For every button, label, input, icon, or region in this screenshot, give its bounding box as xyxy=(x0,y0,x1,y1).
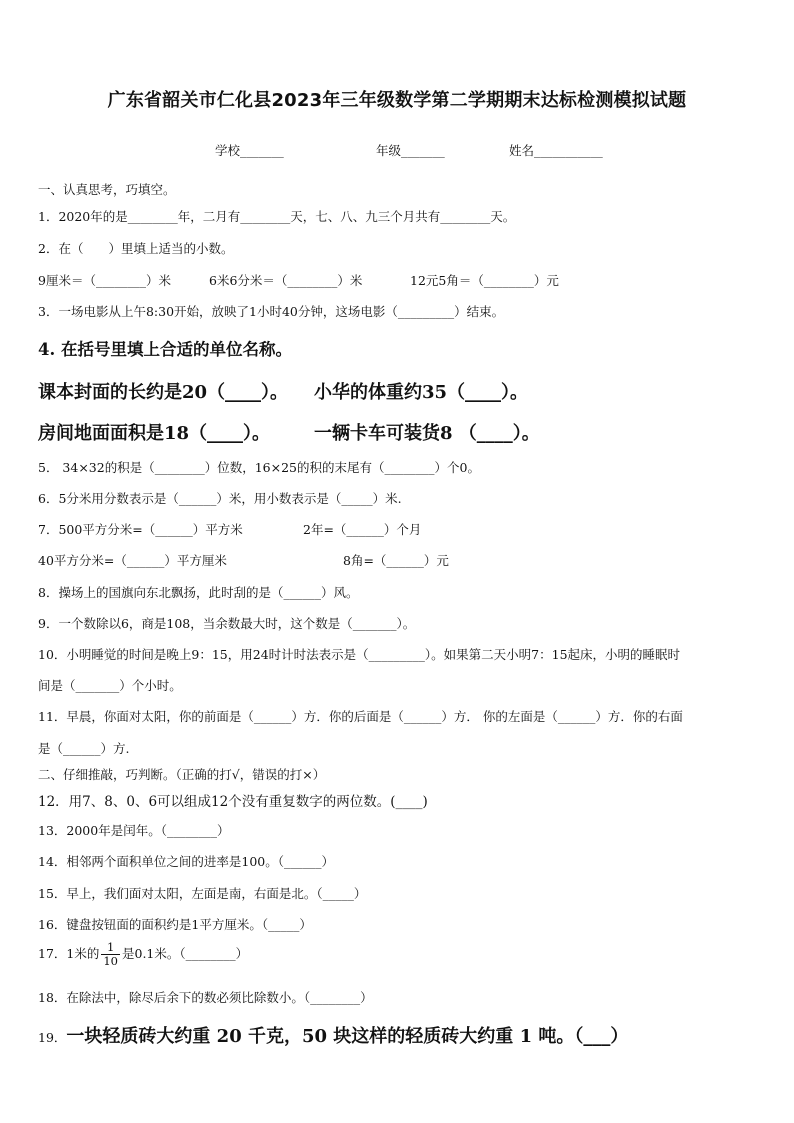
fraction-numerator: 1 xyxy=(101,941,120,955)
fraction-denominator: 10 xyxy=(103,954,118,968)
question-2: 2．在（ ）里填上适当的小数。 xyxy=(38,241,234,256)
question-8: 8．操场上的国旗向东北飘扬，此时刮的是（______）风。 xyxy=(38,585,359,600)
grade-field: 年级_______ xyxy=(376,143,445,158)
question-2b: 6米6分米＝（________）米 xyxy=(209,273,363,288)
name-field: 姓名___________ xyxy=(509,143,603,158)
question-11-line-2: 是（______）方. xyxy=(38,741,130,756)
question-7b: 2年=（______）个月 xyxy=(303,522,422,537)
question-9: 9．一个数除以6，商是108，当余数最大时，这个数是（_______）。 xyxy=(38,616,416,631)
question-12: 12．用7、8、0、6可以组成12个没有重复数字的两位数。(____) xyxy=(38,794,428,810)
question-17-suffix: 是0.1米。（________） xyxy=(122,946,249,961)
question-4c: 房间地面面积是18（____）。 xyxy=(38,423,271,444)
question-4d: 一辆卡车可装货8 （____）。 xyxy=(314,423,540,444)
question-2a: 9厘米＝（________）米 xyxy=(38,273,171,288)
question-19-text: 一块轻质砖大约重 20 千克，50 块这样的轻质砖大约重 1 吨。（___） xyxy=(66,1026,629,1047)
question-7c: 40平方分米=（______）平方厘米 xyxy=(38,553,227,568)
question-6: 6．5分米用分数表示是（______）米，用小数表示是（_____）米. xyxy=(38,491,402,506)
question-17-prefix: 17．1米的 xyxy=(38,946,100,961)
question-19-number: 19． xyxy=(38,1030,67,1045)
question-2c: 12元5角＝（________）元 xyxy=(410,273,559,288)
fraction-one-tenth xyxy=(101,941,120,968)
question-4: 4. 在括号里填上合适的单位名称。 xyxy=(38,340,292,359)
question-4a: 课本封面的长约是20（____）。 xyxy=(38,382,289,403)
section-1-heading: 一、认真思考，巧填空。 xyxy=(38,182,176,197)
question-13: 13．2000年是闰年。（________） xyxy=(38,823,230,838)
question-19 xyxy=(38,1022,628,1048)
question-5: 5． 34×32的积是（________）位数，16×25的积的末尾有（________）个0。 xyxy=(38,460,480,475)
question-16: 16．键盘按钮面的面积约是1平方厘米。（_____） xyxy=(38,917,312,932)
question-18: 18．在除法中，除尽后余下的数必须比除数小。（________） xyxy=(38,990,373,1005)
question-17 xyxy=(38,941,248,968)
page-title: 广东省韶关市仁化县2023年三年级数学第二学期期末达标检测模拟试题 xyxy=(107,90,687,111)
question-7a: 7．500平方分米=（______）平方米 xyxy=(38,522,243,537)
question-4b: 小华的体重约35（____）。 xyxy=(314,382,529,403)
question-14: 14．相邻两个面积单位之间的进率是100。（______） xyxy=(38,854,335,869)
question-7d: 8角=（______）元 xyxy=(343,553,449,568)
question-15: 15．早上，我们面对太阳，左面是南，右面是北。（_____） xyxy=(38,886,367,901)
section-2-heading: 二、仔细推敲，巧判断。（正确的打√，错误的打×） xyxy=(38,767,326,782)
question-10-line-2: 间是（_______）个小时。 xyxy=(38,678,182,693)
question-1: 1．2020年的是________年，二月有________天，七、八、九三个月共有________天。 xyxy=(38,209,516,224)
question-10-line-1: 10．小明睡觉的时间是晚上9：15，用24时计时法表示是（_________）。如果第二天小明7：15起床，小明的睡眠时 xyxy=(38,647,681,662)
school-field: 学校_______ xyxy=(215,143,284,158)
question-3: 3．一场电影从上午8:30开始，放映了1小时40分钟，这场电影（_________）结束。 xyxy=(38,304,505,319)
question-11-line-1: 11．早晨，你面对太阳，你的前面是（______）方．你的后面是（______）方． 你的左面是（______）方．你的右面 xyxy=(38,709,683,724)
